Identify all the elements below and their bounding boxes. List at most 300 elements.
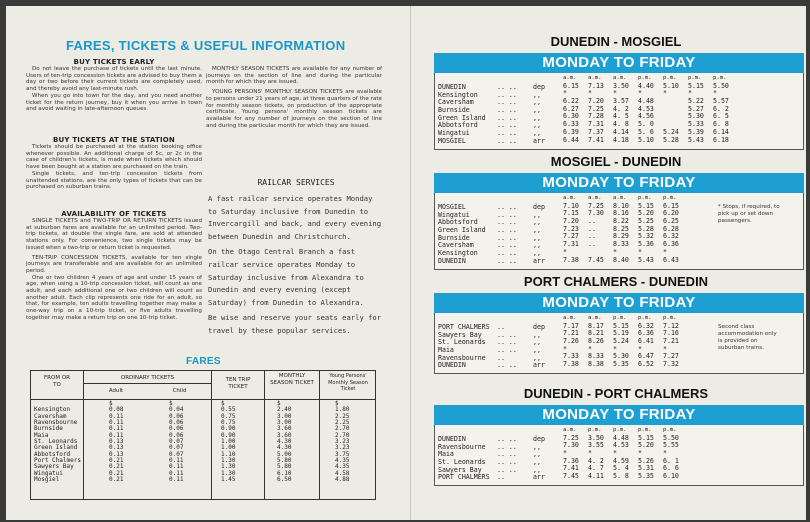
time-cell: 8.17 bbox=[588, 321, 604, 330]
dep-arr-mark: arr bbox=[533, 361, 545, 370]
time-cell: * bbox=[563, 449, 567, 458]
station-name: DUNEDIN bbox=[438, 83, 466, 91]
railcar-section bbox=[208, 178, 384, 338]
time-cell: 7.41 bbox=[563, 464, 579, 473]
station-name: Wingatui bbox=[438, 210, 470, 219]
paragraph: A fast railcar service operates Monday to Saturday inclusive from Dunedin to Invercargill and back, and every evening between Dunedin and Christchurch. bbox=[208, 194, 382, 241]
time-cell: * bbox=[638, 247, 642, 256]
dep-arr-mark: ,, bbox=[533, 353, 541, 362]
fares-child-col bbox=[169, 401, 183, 483]
time-cell: 4. 2 bbox=[613, 104, 629, 113]
time-cell: 8.33 bbox=[613, 240, 629, 249]
am-pm-header: a.m. bbox=[563, 315, 577, 321]
buy-early-section bbox=[26, 58, 202, 113]
dep-arr-mark: ,, bbox=[533, 465, 541, 474]
am-pm-header: p.m. bbox=[663, 315, 677, 321]
time-cell: 6. 6 bbox=[663, 464, 679, 473]
time-cell: 6.10 bbox=[663, 472, 679, 481]
time-column bbox=[713, 75, 729, 144]
dep-arr-mark: ,, bbox=[533, 442, 541, 451]
fare-value: 0.11 bbox=[169, 463, 184, 471]
paragraph: One or two children 4 years of age and under 15 years of age, when using a 10-trip concession ticket, will count as one adult, and each additional one or two children will count as another adult. Each clip represents one ride for an adult, so that, for example, ten adults travelling together may make a one-way trip on a 10-trip ticket, or five adults travelling together may make a return trip on one 10-trip ticket. bbox=[26, 274, 202, 321]
time-cell: 4.14 bbox=[613, 127, 629, 136]
time-cell: 7.30 bbox=[588, 209, 604, 218]
time-cell: 5.39 bbox=[688, 127, 704, 136]
time-cell: 7.45 bbox=[563, 472, 579, 481]
time-cell: 7.10 bbox=[563, 201, 579, 210]
time-cell: 7.30 bbox=[563, 441, 579, 450]
dep-arr-column bbox=[533, 84, 545, 146]
time-cell: 8.22 bbox=[613, 217, 629, 226]
footnote: * Stops, if required, to pick up or set down passengers. bbox=[718, 204, 780, 224]
time-column bbox=[613, 75, 629, 144]
dep-arr-mark: dep bbox=[533, 323, 545, 331]
am-pm-header: a.m. bbox=[613, 75, 627, 81]
fare-value: 0.06 bbox=[169, 431, 184, 439]
fare-value: 0.04 bbox=[169, 406, 184, 414]
time-cell: 5.10 bbox=[663, 81, 679, 90]
timetable-title: DUNEDIN - PORT CHALMERS bbox=[523, 386, 709, 401]
time-cell: 5.32 bbox=[638, 232, 654, 241]
fare-station: Maia bbox=[34, 431, 49, 439]
am-pm-header: p.m. bbox=[638, 427, 652, 433]
timetable-title: DUNEDIN - MOSGIEL bbox=[550, 34, 682, 49]
time-cell: 5.15 bbox=[638, 433, 654, 442]
fare-station: Burnside bbox=[34, 425, 63, 433]
buy-station-section bbox=[26, 136, 202, 191]
station-name: DUNEDIN bbox=[438, 435, 466, 443]
station-name: Maia bbox=[438, 346, 454, 355]
time-cell bbox=[663, 106, 679, 114]
dot-leader: .. .. bbox=[497, 136, 517, 145]
time-cell: 5.35 bbox=[638, 472, 654, 481]
fare-value: 1.80 bbox=[335, 406, 350, 414]
station-name: DUNEDIN bbox=[438, 361, 466, 370]
time-cell: .. bbox=[588, 232, 596, 241]
dep-arr-mark: ,, bbox=[533, 218, 541, 227]
fare-value: 0.11 bbox=[169, 476, 184, 484]
dep-arr-mark: ,, bbox=[533, 249, 541, 258]
am-pm-header: a.m. bbox=[563, 75, 577, 81]
time-cell: 5.50 bbox=[663, 433, 679, 442]
fares-adult-col bbox=[109, 401, 123, 483]
fares-adult-header: Adult bbox=[108, 388, 124, 394]
time-cell: 8.21 bbox=[588, 329, 604, 338]
fare-value: 0.90 bbox=[221, 425, 236, 433]
time-cell: 3.55 bbox=[588, 441, 604, 450]
fare-value: 3.00 bbox=[277, 419, 292, 427]
fare-value: 0.55 bbox=[221, 406, 236, 414]
time-cell: 3.50 bbox=[613, 81, 629, 90]
time-cell: 4.59 bbox=[613, 456, 629, 465]
dot-leader: .. .. bbox=[497, 106, 517, 115]
station-name: DUNEDIN bbox=[438, 256, 466, 265]
fares-stations bbox=[34, 401, 81, 483]
time-cell: * bbox=[588, 89, 592, 98]
time-cell: 5.36 bbox=[638, 240, 654, 249]
days-banner: MONDAY TO FRIDAY bbox=[434, 53, 804, 73]
paragraph: MONTHLY SEASON TICKETS are available for any number of journeys on the section of line and during the particular month for which they are issued. bbox=[206, 66, 382, 86]
time-cell: 5.55 bbox=[663, 441, 679, 450]
fares-child-header: Child bbox=[172, 388, 187, 394]
time-cell: 7.41 bbox=[588, 135, 604, 144]
fare-value: 0.75 bbox=[221, 419, 236, 427]
time-cell: 5.28 bbox=[663, 135, 679, 144]
fare-value: 5.00 bbox=[277, 450, 292, 458]
fare-value: 3.00 bbox=[277, 412, 292, 420]
time-cell: 4. 7 bbox=[588, 464, 604, 473]
fares-young-col bbox=[335, 401, 349, 483]
time-cell: 7.37 bbox=[588, 127, 604, 136]
dot-leader: .. .. bbox=[497, 338, 517, 347]
buy-station-heading: BUY TICKETS AT THE STATION bbox=[53, 136, 175, 144]
fares-table bbox=[30, 370, 376, 500]
time-cell: 5.43 bbox=[638, 255, 654, 264]
time-cell: 5. 6 bbox=[638, 127, 654, 136]
dot-leader: .. .. bbox=[497, 458, 517, 467]
availability-heading: AVAILABILITY OF TICKETS bbox=[61, 210, 167, 218]
fare-value: 1.10 bbox=[221, 450, 236, 458]
time-cell: 5.19 bbox=[613, 329, 629, 338]
time-cell: 4. 5 bbox=[613, 112, 629, 121]
time-column bbox=[638, 75, 654, 144]
time-cell: 7.23 bbox=[563, 224, 579, 233]
time-cell: 6.20 bbox=[663, 209, 679, 218]
station-name: Ravensbourne bbox=[438, 442, 486, 451]
time-cell: 7.38 bbox=[563, 255, 579, 264]
dep-arr-mark: arr bbox=[533, 473, 545, 482]
time-cell: 7.33 bbox=[563, 352, 579, 361]
time-cell: 6.33 bbox=[563, 120, 579, 129]
am-pm-header: p.m. bbox=[638, 315, 652, 321]
dot-leader: .. .. bbox=[497, 98, 517, 107]
station-name: PORT CHALMERS bbox=[438, 323, 490, 331]
fare-value: 3.23 bbox=[335, 438, 350, 446]
dot-leader: .. bbox=[497, 353, 505, 362]
paragraph: Single tickets, and ten-trip concession tickets from unattended stations, are the only types of tickets that can be purchased on suburban trains. bbox=[26, 170, 202, 191]
am-pm-header: a.m. bbox=[588, 75, 602, 81]
fare-value: 3.60 bbox=[277, 431, 292, 439]
station-name: Green Island bbox=[438, 226, 486, 235]
time-column bbox=[588, 315, 604, 369]
dot-leader: .. .. bbox=[497, 330, 517, 339]
fare-value: 2.70 bbox=[335, 431, 350, 439]
fare-value: 0.21 bbox=[109, 476, 124, 484]
fares-monthly-col bbox=[277, 401, 291, 483]
fare-value: 6.10 bbox=[277, 469, 292, 477]
station-name: MOSGIEL bbox=[438, 203, 466, 211]
fare-value: 0.06 bbox=[169, 412, 184, 420]
fare-station: Port Chalmers bbox=[34, 457, 81, 465]
fare-value: 0.21 bbox=[109, 463, 124, 471]
fare-value: 0.11 bbox=[109, 412, 124, 420]
paragraph: SINGLE TICKETS and TWO-TRIP OR RETURN TICKETS issued at suburban fares are available for an unlimited period. Two-trip tickets, at double the single fare, are sold at attended stations only. For convenience, two single tickets may be issued when a two-trip or return ticket is requested. bbox=[26, 218, 202, 251]
am-pm-header: a.m. bbox=[588, 195, 602, 201]
fare-value: 0.11 bbox=[109, 419, 124, 427]
time-column bbox=[563, 75, 579, 144]
dot-leader: .. .. bbox=[497, 346, 517, 355]
station-name: Burnside bbox=[438, 106, 470, 115]
fare-value: 3.75 bbox=[335, 450, 350, 458]
am-pm-header: p.m. bbox=[588, 427, 602, 433]
time-column bbox=[588, 427, 604, 481]
time-cell: 8.29 bbox=[613, 232, 629, 241]
fares-ordinary-header: ORDINARY TICKETS bbox=[120, 375, 175, 381]
time-cell: 5.43 bbox=[688, 135, 704, 144]
fare-value: 4.35 bbox=[335, 457, 350, 465]
time-cell: 7.17 bbox=[563, 321, 579, 330]
dot-leader: .. .. bbox=[497, 226, 517, 235]
fare-value: 0.13 bbox=[109, 438, 124, 446]
dot-leader: .. .. bbox=[497, 256, 517, 265]
time-cell bbox=[663, 113, 679, 121]
station-name: Green Island bbox=[438, 113, 486, 122]
dep-arr-mark: ,, bbox=[533, 346, 541, 355]
railcar-heading: RAILCAR SERVICES bbox=[257, 178, 335, 187]
time-cell: 6.28 bbox=[663, 224, 679, 233]
time-cell: 7.15 bbox=[563, 209, 579, 218]
time-cell: 6. 1 bbox=[663, 456, 679, 465]
time-cell: .. bbox=[588, 217, 596, 226]
paragraph: TEN-TRIP CONCESSION TICKETS, available for ten single journeys are transferable and are available for an unlimited period. bbox=[26, 254, 202, 274]
fare-value: 0.07 bbox=[169, 438, 184, 446]
time-cell: 7.28 bbox=[588, 112, 604, 121]
fare-value: 6.50 bbox=[277, 476, 292, 484]
station-name: Abbotsford bbox=[438, 218, 478, 227]
dot-leader: .. .. bbox=[497, 233, 517, 242]
station-name: Sawyers Bay bbox=[438, 465, 482, 474]
time-column bbox=[663, 75, 679, 144]
time-cell: 6.22 bbox=[563, 97, 579, 106]
fare-value: 0.13 bbox=[109, 444, 124, 452]
fare-value: 0.90 bbox=[221, 431, 236, 439]
dot-leader: .. .. bbox=[497, 121, 517, 130]
dep-arr-mark: ,, bbox=[533, 106, 541, 115]
time-cell: 6.14 bbox=[713, 127, 729, 136]
page-fold bbox=[410, 6, 411, 520]
station-name: St. Leonards bbox=[438, 458, 486, 467]
time-cell: 6.30 bbox=[563, 112, 579, 121]
time-cell: 4.48 bbox=[638, 97, 654, 106]
paragraph: Tickets should be purchased at the station booking office whenever possible. An additional charge of 5c, or 2c in the case of children's tickets, is made when tickets which should have been bought at a station are purchased on the train. bbox=[26, 144, 202, 171]
dot-leader: .. .. bbox=[497, 361, 517, 370]
time-cell: 6.43 bbox=[663, 255, 679, 264]
time-cell: 6.15 bbox=[663, 201, 679, 210]
dot-leader: .. .. bbox=[497, 210, 517, 219]
fare-station: St. Leonards bbox=[34, 438, 78, 446]
paragraph: On the Otago Central Branch a fast railcar service operates Monday to Saturday inclusive from Alexandra to Dunedin and every evening (except Saturday) from Dunedin to Alexandra. bbox=[208, 247, 364, 307]
time-column bbox=[663, 195, 679, 264]
am-pm-header: a.m. bbox=[563, 195, 577, 201]
time-cell: 5.30 bbox=[688, 112, 704, 121]
time-cell: 5. 0 bbox=[638, 120, 654, 129]
time-cell: 6.18 bbox=[713, 135, 729, 144]
time-cell: 4. 2 bbox=[588, 456, 604, 465]
time-cell: * bbox=[588, 344, 592, 353]
time-cell: 5.24 bbox=[663, 127, 679, 136]
fare-value: 0.11 bbox=[109, 431, 124, 439]
am-pm-header: p.m. bbox=[713, 75, 727, 81]
time-cell: 6.27 bbox=[563, 104, 579, 113]
station-column bbox=[438, 436, 490, 482]
station-column bbox=[438, 84, 486, 146]
time-cell: 4.56 bbox=[638, 112, 654, 121]
time-column bbox=[638, 427, 654, 481]
dep-arr-mark: ,, bbox=[533, 90, 541, 99]
fare-value: 0.13 bbox=[109, 450, 124, 458]
time-column bbox=[563, 195, 579, 264]
currency-symbol: $ bbox=[221, 400, 225, 407]
dot-leader: .. .. bbox=[497, 249, 517, 258]
availability-section bbox=[26, 210, 202, 360]
fares-from-header: FROM OR TO bbox=[44, 375, 70, 388]
fare-station: Mosgiel bbox=[34, 476, 60, 484]
dot-leader: .. .. bbox=[497, 218, 517, 227]
timetable-box bbox=[434, 425, 804, 486]
time-cell: 5.27 bbox=[688, 104, 704, 113]
station-name: Caversham bbox=[438, 98, 474, 107]
fare-value: 0.11 bbox=[109, 425, 124, 433]
time-cell: 7.21 bbox=[563, 329, 579, 338]
dot-leader: .. .. bbox=[497, 435, 517, 443]
dep-arr-mark: dep bbox=[533, 83, 545, 91]
station-name: Maia bbox=[438, 450, 454, 459]
time-column bbox=[663, 315, 679, 369]
fare-value: 0.75 bbox=[221, 412, 236, 420]
fare-station: Wingatui bbox=[34, 469, 63, 477]
time-cell: 6. 2 bbox=[713, 104, 729, 113]
dot-leader: .. .. bbox=[497, 203, 517, 211]
time-cell: 6.41 bbox=[638, 337, 654, 346]
time-cell: 6.39 bbox=[563, 127, 579, 136]
time-cell: 6.32 bbox=[663, 232, 679, 241]
currency-symbol: $ bbox=[335, 400, 339, 407]
days-banner: MONDAY TO FRIDAY bbox=[434, 293, 804, 313]
am-pm-header: p.m. bbox=[663, 75, 677, 81]
fares-monthly-header: MONTHLY SEASON TICKET bbox=[270, 373, 314, 386]
fare-value: 0.07 bbox=[169, 444, 184, 452]
monthly-section bbox=[206, 66, 382, 129]
time-cell: 4.40 bbox=[638, 81, 654, 90]
time-cell: 5. 4 bbox=[613, 464, 629, 473]
station-name: St. Leonards bbox=[438, 338, 486, 347]
time-cell: 7.31 bbox=[563, 240, 579, 249]
dep-arr-mark: ,, bbox=[533, 98, 541, 107]
dot-leader: .. bbox=[497, 473, 505, 482]
dot-leader: .. .. bbox=[497, 465, 517, 474]
fares-young-header: Young Persons' Monthly Season Ticket bbox=[328, 373, 368, 392]
time-cell: * bbox=[713, 89, 717, 98]
time-cell: 8.26 bbox=[588, 337, 604, 346]
dot-leader: .. .. bbox=[497, 90, 517, 99]
dep-arr-mark: dep bbox=[533, 435, 545, 443]
time-cell: 7.13 bbox=[588, 81, 604, 90]
fare-value: 1.00 bbox=[221, 438, 236, 446]
fare-value: 4.35 bbox=[335, 463, 350, 471]
time-cell: 6.15 bbox=[563, 81, 579, 90]
time-cell: * bbox=[563, 247, 567, 256]
time-cell: 6.25 bbox=[663, 217, 679, 226]
dep-arr-mark: ,, bbox=[533, 241, 541, 250]
time-cell: 5.15 bbox=[613, 321, 629, 330]
dep-arr-mark: arr bbox=[533, 136, 545, 145]
time-cell: * bbox=[613, 344, 617, 353]
time-cell: * bbox=[563, 89, 567, 98]
days-banner: MONDAY TO FRIDAY bbox=[434, 405, 804, 425]
fare-value: 0.06 bbox=[169, 425, 184, 433]
time-cell: 6.36 bbox=[663, 240, 679, 249]
station-name: MOSGIEL bbox=[438, 136, 466, 145]
dot-leader: .. bbox=[497, 323, 505, 331]
time-column bbox=[588, 195, 604, 264]
station-name: PORT CHALMERS bbox=[438, 473, 490, 482]
time-cell: 7.38 bbox=[563, 360, 579, 369]
time-column bbox=[638, 195, 654, 264]
time-column bbox=[563, 315, 579, 369]
time-column bbox=[563, 427, 579, 481]
station-name: Caversham bbox=[438, 241, 474, 250]
time-column bbox=[613, 195, 629, 264]
time-cell: 6.47 bbox=[638, 352, 654, 361]
time-cell: 5.10 bbox=[638, 135, 654, 144]
fare-value: 2.25 bbox=[335, 412, 350, 420]
time-cell: 4.53 bbox=[613, 441, 629, 450]
time-cell: 7.27 bbox=[663, 352, 679, 361]
time-cell: 4.18 bbox=[613, 135, 629, 144]
fare-value: 2.70 bbox=[335, 425, 350, 433]
time-column bbox=[638, 315, 654, 369]
dep-arr-mark: ,, bbox=[533, 450, 541, 459]
fare-station: Ravensbourne bbox=[34, 419, 78, 427]
dots-column bbox=[497, 436, 517, 482]
time-cell: 5.15 bbox=[638, 201, 654, 210]
time-cell: * bbox=[663, 344, 667, 353]
dep-arr-column bbox=[533, 204, 545, 266]
station-name: Wingatui bbox=[438, 129, 470, 138]
station-column bbox=[438, 324, 490, 370]
time-cell: 8.40 bbox=[613, 255, 629, 264]
fare-station: Caversham bbox=[34, 412, 67, 420]
dep-arr-column bbox=[533, 436, 545, 482]
time-cell: 6.52 bbox=[638, 360, 654, 369]
station-name: Abbotsford bbox=[438, 121, 478, 130]
time-cell: 5.28 bbox=[638, 224, 654, 233]
time-cell: 4.48 bbox=[613, 433, 629, 442]
fare-value: 1.30 bbox=[221, 463, 236, 471]
dots-column bbox=[497, 324, 517, 370]
paragraph: Do not leave the purchase of tickets until the last minute. Users of ten-trip concession tickets are advised to buy them a day or two before their current tickets are completely used, and thereby avoid any last-minute rush. bbox=[26, 66, 202, 93]
time-cell: 7.25 bbox=[563, 433, 579, 442]
dep-arr-mark: ,, bbox=[533, 226, 541, 235]
fare-value: 5.80 bbox=[277, 463, 292, 471]
station-name: Sawyers Bay bbox=[438, 330, 482, 339]
time-cell: 7.25 bbox=[588, 201, 604, 210]
paragraph: Be wise and reserve your seats early for travel by these popular services. bbox=[208, 313, 382, 335]
time-cell: 7.45 bbox=[588, 255, 604, 264]
fare-value: 1.30 bbox=[221, 457, 236, 465]
time-cell: * bbox=[638, 449, 642, 458]
am-pm-header: p.m. bbox=[613, 427, 627, 433]
currency-symbol: $ bbox=[109, 400, 113, 407]
time-cell bbox=[663, 98, 679, 106]
am-pm-header: p.m. bbox=[663, 195, 677, 201]
fare-value: 1.45 bbox=[221, 476, 236, 484]
time-cell: 3.57 bbox=[613, 97, 629, 106]
fare-value: 4.30 bbox=[277, 444, 292, 452]
am-pm-header: a.m. bbox=[588, 315, 602, 321]
timetable-title: MOSGIEL - DUNEDIN bbox=[550, 154, 682, 169]
time-cell: 4. 8 bbox=[613, 120, 629, 129]
